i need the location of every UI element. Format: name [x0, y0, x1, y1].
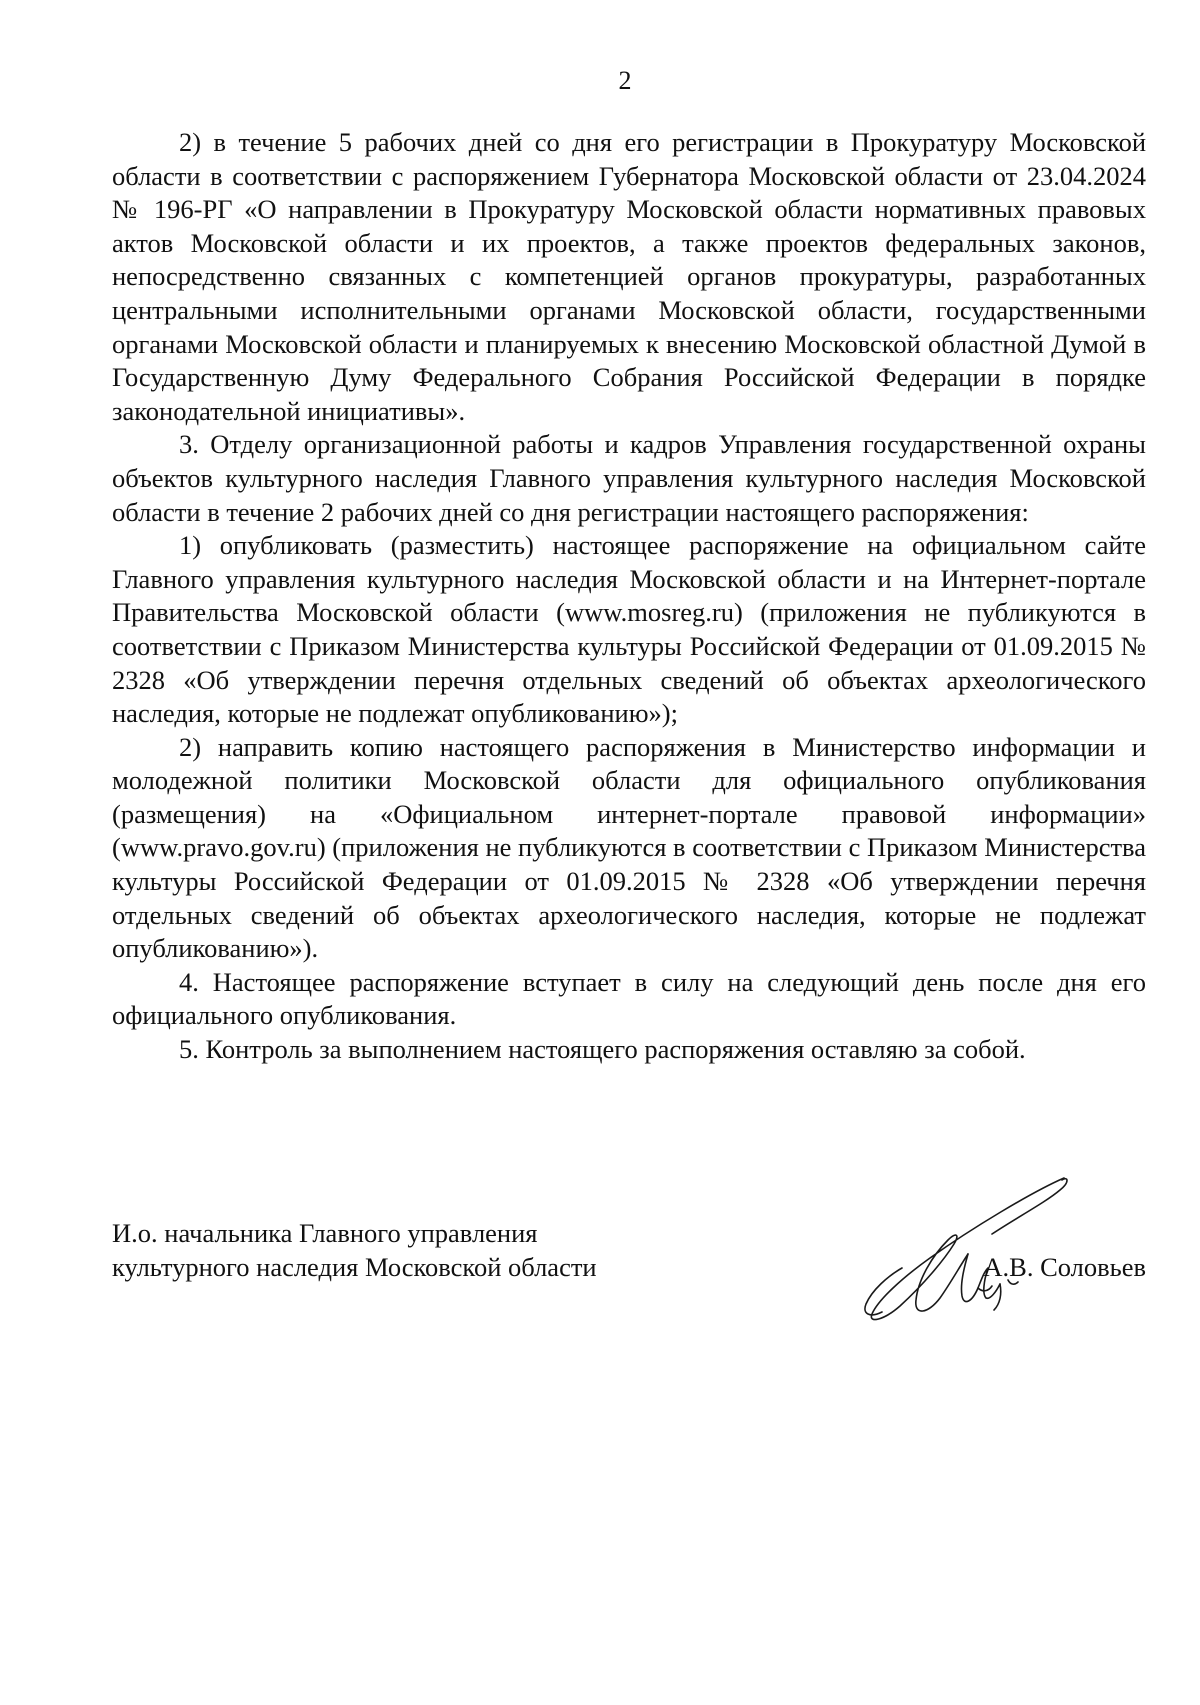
paragraph-item-2-ministry: 2) направить копию настоящего распоряжения в Министерство информации и молодежной политики Московской области для официального опубликования (размещения) на «Официальном интернет-портале правовой информации» (www.pravo.gov.ru) (приложения не публикуются в соответствии с Приказом Министерства культуры Российской Федерации от 01.09.2015 № 2328 «Об утверждении перечня отдельных сведений об объектах археологического наследия, которые не подлежат опубликованию»). [112, 731, 1146, 964]
signer-name: А.В. Соловьев [983, 1252, 1146, 1282]
document-body [112, 126, 1146, 1067]
signer-position-line-2: культурного наследия Московской области [112, 1252, 597, 1282]
signer-position-line-1: И.о. начальника Главного управления [112, 1218, 538, 1248]
page-number: 2 [618, 66, 632, 95]
paragraph-item-1-publish: 1) опубликовать (разместить) настоящее распоряжение на официальном сайте Главного управления культурного наследия Московской области и на Интернет-портале Правительства Московской области (www.mosreg.ru) (приложения не публикуются в соответствии с Приказом Министерства культуры Российской Федерации от 01.09.2015 № 2328 «Об утверждении перечня отдельных сведений об объектах археологического наследия, которые не подлежат опубликованию»); [112, 530, 1146, 729]
signature-block [112, 1216, 1146, 1336]
paragraph-item-2-prosecutor: 2) в течение 5 рабочих дней со дня его регистрации в Прокуратуру Московской области в соответствии с распоряжением Губернатора Московской области от 23.04.2024 № 196-РГ «О направлении в Прокуратуру Московской области нормативных правовых актов Московской области и их проектов, а также проектов федеральных законов, непосредственно связанных с компетенцией органов прокуратуры, разработанных центральными исполнительными органами Московской области, государственными органами Московской области и планируемых к внесению Московской областной Думой в Государственную Думу Федерального Собрания Российской Федерации в порядке законодательной инициативы». [112, 127, 1146, 426]
paragraph-3-department: 3. Отделу организационной работы и кадров Управления государственной охраны объектов культурного наследия Главного управления культурного наследия Московской области в течение 2 рабочих дней со дня регистрации настоящего распоряжения: [112, 429, 1146, 527]
paragraph-5-control: 5. Контроль за выполнением настоящего распоряжения оставляю за собой. [179, 1034, 1026, 1065]
paragraph-4-effective-date: 4. Настоящее распоряжение вступает в силу на следующий день после дня его официального опубликования. [112, 966, 1146, 1031]
signer-position [112, 1216, 712, 1284]
